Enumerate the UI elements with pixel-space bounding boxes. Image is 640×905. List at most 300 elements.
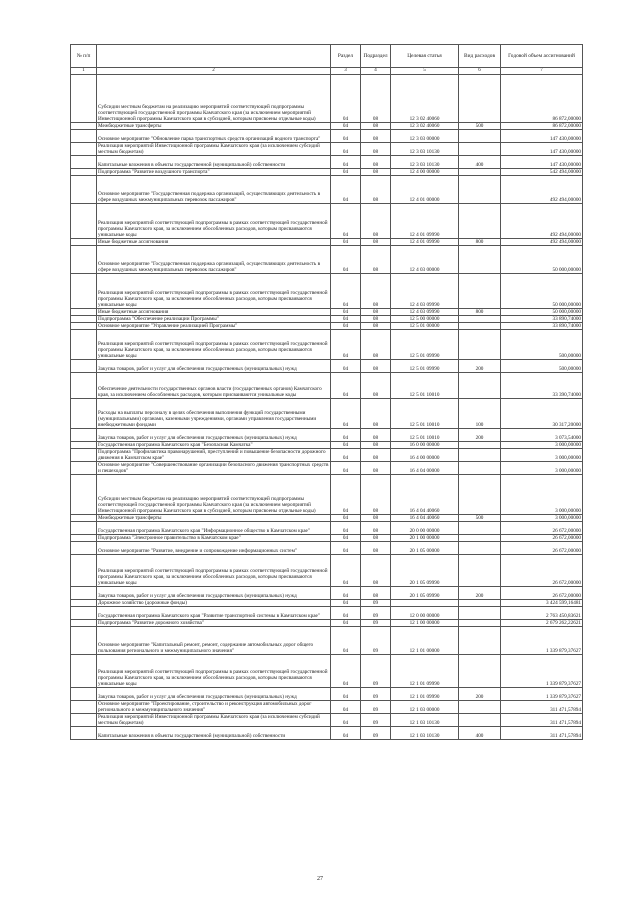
row-podrazdel: 08	[361, 442, 391, 449]
row-name: Дорожное хозяйство (дорожные фонды)	[97, 600, 331, 607]
row-amount: 311 471,57894	[501, 714, 583, 727]
row-target-article: 12 1 03 10130	[391, 714, 459, 727]
row-amount: 3 000,00000	[501, 442, 583, 449]
num-cell	[71, 330, 97, 360]
table-row	[71, 75, 583, 123]
row-expense-type	[459, 246, 501, 274]
row-podrazdel: 08	[361, 429, 391, 442]
row-target-article: 16 4 04 40060	[391, 475, 459, 515]
row-razdel: 04	[331, 620, 361, 627]
table-header-row	[71, 45, 583, 68]
row-razdel: 04	[331, 399, 361, 429]
row-target-article: 12 4 03 00000	[391, 246, 459, 274]
row-target-article: 12 4 03 09990	[391, 309, 459, 316]
row-name: Расходы на выплаты персоналу в целях обеспечения выполнения функций государственными (муниципальными) органами, казенными учреждениями, органами управления государственными внебюджетными фондами	[97, 399, 331, 429]
row-name: Основное мероприятие "Государственная поддержка организаций, осуществляющих деятельность в сфере воздушных межмуниципальных перевозок пассажиров"	[97, 176, 331, 204]
row-amount: 50 000,00000	[501, 246, 583, 274]
column-number: 4	[361, 68, 391, 75]
row-name: Основное мероприятие "Обновление парка транспортных средств организаций водного транспорта"	[97, 130, 331, 143]
row-razdel: 04	[331, 176, 361, 204]
row-name: Закупка товаров, работ и услуг для обеспечения государственных (муниципальных) нужд	[97, 688, 331, 701]
column-number: 3	[331, 68, 361, 75]
row-podrazdel: 08	[361, 373, 391, 399]
row-amount: 1 339 879,37627	[501, 688, 583, 701]
row-expense-type: 500	[459, 123, 501, 130]
num-cell	[71, 360, 97, 373]
row-expense-type	[459, 143, 501, 156]
table-row	[71, 373, 583, 399]
row-razdel: 04	[331, 727, 361, 740]
table-row	[71, 274, 583, 309]
row-razdel: 04	[331, 360, 361, 373]
row-amount: 311 471,57894	[501, 727, 583, 740]
row-razdel: 04	[331, 607, 361, 620]
row-name: Реализация мероприятий соответствующей подпрограммы в рамках соответствующей государственной программы Камчатского края, за исключением обособленных расходов, которым присваиваются уникальные коды	[97, 274, 331, 309]
row-razdel: 04	[331, 535, 361, 542]
table-row	[71, 130, 583, 143]
row-amount: 50 000,00000	[501, 309, 583, 316]
num-cell	[71, 176, 97, 204]
table-row	[71, 701, 583, 714]
row-amount: 86 872,00000	[501, 75, 583, 123]
row-expense-type	[459, 714, 501, 727]
row-expense-type	[459, 627, 501, 655]
row-target-article: 12 4 00 00000	[391, 169, 459, 176]
row-razdel: 04	[331, 204, 361, 239]
row-target-article: 12 3 03 00000	[391, 130, 459, 143]
row-podrazdel: 08	[361, 169, 391, 176]
row-razdel: 04	[331, 246, 361, 274]
table-row	[71, 316, 583, 323]
row-expense-type	[459, 462, 501, 475]
row-name: Закупка товаров, работ и услуг для обеспечения государственных (муниципальных) нужд	[97, 429, 331, 442]
row-razdel: 04	[331, 600, 361, 607]
row-target-article: 12 4 01 00000	[391, 176, 459, 204]
num-cell	[71, 130, 97, 143]
table-row	[71, 515, 583, 522]
table-row	[71, 688, 583, 701]
row-razdel: 04	[331, 515, 361, 522]
num-cell	[71, 522, 97, 535]
num-cell	[71, 655, 97, 688]
row-target-article: 12 5 01 09990	[391, 330, 459, 360]
row-podrazdel: 08	[361, 515, 391, 522]
row-target-article: 12 3 03 10130	[391, 156, 459, 169]
row-podrazdel: 08	[361, 239, 391, 246]
table-row	[71, 323, 583, 330]
table-row	[71, 143, 583, 156]
row-podrazdel: 09	[361, 655, 391, 688]
row-target-article: 12 1 01 09990	[391, 655, 459, 688]
row-amount: 33 890,74000	[501, 323, 583, 330]
row-target-article: 20 0 00 00000	[391, 522, 459, 535]
row-name: Субсидии местным бюджетам на реализацию мероприятий соответствующей подпрограммы соответствующей государственной программы Камчатского края (за исключением мероприятий Инвестиционной программы Камчатского края в субсидией, которым присвоены отдельные коды)	[97, 475, 331, 515]
num-cell	[71, 429, 97, 442]
row-name: Межбюджетные трансферты	[97, 515, 331, 522]
table-row	[71, 330, 583, 360]
row-name: Основное мероприятие "Управление реализацией Программы"	[97, 323, 331, 330]
num-cell	[71, 274, 97, 309]
row-podrazdel: 08	[361, 143, 391, 156]
row-podrazdel: 08	[361, 274, 391, 309]
row-podrazdel: 08	[361, 323, 391, 330]
row-podrazdel: 08	[361, 75, 391, 123]
row-razdel: 04	[331, 156, 361, 169]
row-target-article: 12 5 01 09990	[391, 360, 459, 373]
num-cell	[71, 449, 97, 462]
row-expense-type: 100	[459, 399, 501, 429]
row-name: Государственная программа Камчатского края "Информационное общество в Камчатском крае"	[97, 522, 331, 535]
num-cell	[71, 688, 97, 701]
budget-table-sheet	[70, 44, 582, 740]
table-row	[71, 555, 583, 587]
row-name: Межбюджетные трансферты	[97, 123, 331, 130]
row-expense-type: 200	[459, 429, 501, 442]
row-target-article: 20 1 05 09990	[391, 555, 459, 587]
row-razdel: 04	[331, 522, 361, 535]
row-podrazdel: 08	[361, 246, 391, 274]
num-cell	[71, 515, 97, 522]
table-row	[71, 449, 583, 462]
table-row	[71, 429, 583, 442]
row-target-article: 20 1 00 00000	[391, 535, 459, 542]
row-expense-type: 400	[459, 727, 501, 740]
row-razdel: 04	[331, 169, 361, 176]
row-target-article: 12 5 00 00000	[391, 316, 459, 323]
row-amount: 147 430,00000	[501, 143, 583, 156]
table-row	[71, 176, 583, 204]
row-name: Подпрограмма "Электронное правительство в Камчатском крае"	[97, 535, 331, 542]
header-annual-amount: Годовой объем ассигнований	[501, 45, 583, 68]
row-podrazdel: 09	[361, 688, 391, 701]
row-name: Основное мероприятие "Проектирование, строительство и реконструкция автомобильных дорог регионального и межмуниципального значения"	[97, 701, 331, 714]
row-name: Реализация мероприятий Инвестиционной программы Камчатского края (за исключением субсидий местным бюджетам)	[97, 714, 331, 727]
row-expense-type	[459, 555, 501, 587]
row-expense-type	[459, 130, 501, 143]
row-amount: 33 390,74000	[501, 373, 583, 399]
table-row	[71, 309, 583, 316]
row-amount: 311 471,57894	[501, 701, 583, 714]
table-row	[71, 123, 583, 130]
row-expense-type: 200	[459, 587, 501, 600]
row-expense-type	[459, 323, 501, 330]
num-cell	[71, 309, 97, 316]
num-cell	[71, 75, 97, 123]
row-podrazdel: 08	[361, 542, 391, 555]
row-name: Государственная программа Камчатского края "Безопасная Камчатка"	[97, 442, 331, 449]
row-expense-type	[459, 535, 501, 542]
row-razdel: 04	[331, 714, 361, 727]
num-cell	[71, 373, 97, 399]
row-expense-type: 400	[459, 156, 501, 169]
row-expense-type	[459, 442, 501, 449]
row-expense-type	[459, 274, 501, 309]
row-target-article: 12 1 01 00000	[391, 627, 459, 655]
row-razdel: 04	[331, 429, 361, 442]
row-amount: 500,00000	[501, 330, 583, 360]
row-target-article: 12 1 01 09990	[391, 688, 459, 701]
row-amount: 86 872,00000	[501, 123, 583, 130]
row-name: Иные бюджетные ассигнования	[97, 239, 331, 246]
row-name: Иные бюджетные ассигнования	[97, 309, 331, 316]
row-expense-type: 200	[459, 688, 501, 701]
row-podrazdel: 08	[361, 156, 391, 169]
row-podrazdel: 09	[361, 620, 391, 627]
row-razdel: 04	[331, 143, 361, 156]
row-podrazdel: 08	[361, 555, 391, 587]
row-name: Подпрограмма "Развитие дорожного хозяйства"	[97, 620, 331, 627]
table-row	[71, 475, 583, 515]
num-cell	[71, 555, 97, 587]
row-amount: 26 672,00000	[501, 522, 583, 535]
row-target-article: 12 3 02 40060	[391, 123, 459, 130]
row-name: Закупка товаров, работ и услуг для обеспечения государственных (муниципальных) нужд	[97, 587, 331, 600]
row-amount: 30 317,20000	[501, 399, 583, 429]
row-target-article: 16 4 04 40060	[391, 515, 459, 522]
row-razdel: 04	[331, 655, 361, 688]
row-podrazdel: 09	[361, 714, 391, 727]
row-name: Капитальные вложения в объекты государственной (муниципальной) собственности	[97, 156, 331, 169]
row-razdel: 04	[331, 130, 361, 143]
num-cell	[71, 542, 97, 555]
row-podrazdel: 09	[361, 701, 391, 714]
row-podrazdel: 08	[361, 535, 391, 542]
header-num: № п/п	[71, 45, 97, 68]
table-row	[71, 462, 583, 475]
row-podrazdel: 08	[361, 449, 391, 462]
row-amount: 50 000,00000	[501, 274, 583, 309]
row-target-article: 12 1 00 00000	[391, 620, 459, 627]
row-expense-type	[459, 522, 501, 535]
row-name: Основное мероприятие "Совершенствование организации безопасного движения транспортных средств и пешеходов"	[97, 462, 331, 475]
num-cell	[71, 316, 97, 323]
table-body	[71, 75, 583, 740]
table-row	[71, 522, 583, 535]
table-row	[71, 442, 583, 449]
row-target-article: 16 4 00 00000	[391, 449, 459, 462]
row-target-article	[391, 600, 459, 607]
row-target-article: 16 4 04 00000	[391, 462, 459, 475]
row-podrazdel: 08	[361, 462, 391, 475]
table-row	[71, 246, 583, 274]
budget-table	[70, 44, 583, 740]
row-expense-type: 800	[459, 309, 501, 316]
row-podrazdel: 08	[361, 130, 391, 143]
row-target-article: 12 4 01 09990	[391, 204, 459, 239]
row-amount: 3 000,00000	[501, 449, 583, 462]
row-amount: 1 339 879,37627	[501, 627, 583, 655]
row-amount: 33 890,74000	[501, 316, 583, 323]
row-target-article: 12 0 00 00000	[391, 607, 459, 620]
row-name: Реализация мероприятий соответствующей подпрограммы в рамках соответствующей государственной программы Камчатского края, за исключением обособленных расходов, которым присваиваются уникальные коды	[97, 655, 331, 688]
num-cell	[71, 600, 97, 607]
row-podrazdel: 09	[361, 727, 391, 740]
row-podrazdel: 08	[361, 204, 391, 239]
row-name: Подпрограмма "Обеспечение реализации Программы"	[97, 316, 331, 323]
num-cell	[71, 156, 97, 169]
row-expense-type	[459, 373, 501, 399]
row-expense-type	[459, 475, 501, 515]
row-expense-type: 200	[459, 360, 501, 373]
row-expense-type	[459, 655, 501, 688]
row-name: Подпрограмма "Развитие воздушного транспорта"	[97, 169, 331, 176]
row-expense-type	[459, 330, 501, 360]
table-row	[71, 714, 583, 727]
header-podrazdel: Подраздел	[361, 45, 391, 68]
row-podrazdel: 08	[361, 475, 391, 515]
row-name: Основное мероприятие "Развитие, внедрение и сопровождение информационных систем"	[97, 542, 331, 555]
num-cell	[71, 123, 97, 130]
row-razdel: 04	[331, 475, 361, 515]
row-amount: 26 672,00000	[501, 535, 583, 542]
row-expense-type	[459, 542, 501, 555]
row-podrazdel: 09	[361, 607, 391, 620]
num-cell	[71, 399, 97, 429]
page-number: 27	[317, 876, 323, 882]
table-row	[71, 239, 583, 246]
row-target-article: 12 5 01 10010	[391, 399, 459, 429]
column-number: 1	[71, 68, 97, 75]
row-target-article: 12 5 01 10010	[391, 373, 459, 399]
row-name: Реализация мероприятий соответствующей подпрограммы в рамках соответствующей государственной программы Камчатского края, за исключением обособленных расходов, которым присваиваются уникальные коды	[97, 555, 331, 587]
row-amount: 3 000,00000	[501, 515, 583, 522]
row-target-article: 12 4 01 09990	[391, 239, 459, 246]
row-expense-type	[459, 620, 501, 627]
row-name: Субсидии местным бюджетам на реализацию мероприятий соответствующей подпрограммы соответствующей государственной программы Камчатского края (за исключением мероприятий Инвестиционной программы Камчатского края в субсидией, которым присвоены отдельные коды)	[97, 75, 331, 123]
row-expense-type	[459, 204, 501, 239]
row-podrazdel: 08	[361, 330, 391, 360]
table-row	[71, 204, 583, 239]
row-name: Подпрограмма "Профилактика правонарушений, преступлений и повышение безопасности дорожного движения в Камчатском крае"	[97, 449, 331, 462]
header-razdel: Раздел	[331, 45, 361, 68]
row-podrazdel: 08	[361, 309, 391, 316]
row-name: Государственная программа Камчатского края "Развитие транспортной системы в Камчатском крае"	[97, 607, 331, 620]
row-name: Реализация мероприятий соответствующей подпрограммы в рамках соответствующей государственной программы Камчатского края, за исключением обособленных расходов, которым присваиваются уникальные коды	[97, 330, 331, 360]
row-amount: 3 000,00000	[501, 462, 583, 475]
row-razdel: 04	[331, 75, 361, 123]
row-name: Закупка товаров, работ и услуг для обеспечения государственных (муниципальных) нужд	[97, 360, 331, 373]
num-cell	[71, 607, 97, 620]
row-amount: 147 430,00000	[501, 156, 583, 169]
row-name: Реализация мероприятий Инвестиционной программы Камчатского края (за исключением субсидий местным бюджетам)	[97, 143, 331, 156]
row-razdel: 04	[331, 587, 361, 600]
row-podrazdel: 09	[361, 600, 391, 607]
table-row	[71, 607, 583, 620]
row-amount: 492 494,00000	[501, 176, 583, 204]
row-target-article: 12 3 02 40060	[391, 75, 459, 123]
row-target-article: 12 3 03 10130	[391, 143, 459, 156]
row-amount: 26 672,00000	[501, 555, 583, 587]
num-cell	[71, 246, 97, 274]
row-amount: 2 679 262,22621	[501, 620, 583, 627]
num-cell	[71, 169, 97, 176]
row-expense-type	[459, 176, 501, 204]
column-number-row	[71, 68, 583, 75]
row-podrazdel: 08	[361, 522, 391, 535]
row-amount: 147 430,00000	[501, 130, 583, 143]
row-razdel: 04	[331, 627, 361, 655]
row-expense-type	[459, 449, 501, 462]
column-number: 2	[97, 68, 331, 75]
row-podrazdel: 08	[361, 587, 391, 600]
row-amount: 2 763 450,83621	[501, 607, 583, 620]
row-expense-type	[459, 75, 501, 123]
column-number: 5	[391, 68, 459, 75]
num-cell	[71, 239, 97, 246]
table-row	[71, 399, 583, 429]
row-razdel: 04	[331, 373, 361, 399]
num-cell	[71, 475, 97, 515]
table-row	[71, 169, 583, 176]
table-row	[71, 587, 583, 600]
row-target-article: 12 5 01 10010	[391, 429, 459, 442]
row-podrazdel: 08	[361, 176, 391, 204]
table-row	[71, 600, 583, 607]
row-razdel: 04	[331, 309, 361, 316]
num-cell	[71, 204, 97, 239]
row-razdel: 04	[331, 323, 361, 330]
num-cell	[71, 442, 97, 449]
table-row	[71, 620, 583, 627]
num-cell	[71, 701, 97, 714]
row-name: Реализация мероприятий соответствующей подпрограммы в рамках соответствующей государственной программы Камчатского края, за исключением обособленных расходов, которым присваиваются уникальные коды	[97, 204, 331, 239]
num-cell	[71, 323, 97, 330]
row-expense-type	[459, 607, 501, 620]
table-row	[71, 655, 583, 688]
row-expense-type	[459, 169, 501, 176]
row-amount: 3 073,54000	[501, 429, 583, 442]
row-target-article: 16 0 00 00000	[391, 442, 459, 449]
table-row	[71, 535, 583, 542]
row-razdel: 04	[331, 555, 361, 587]
num-cell	[71, 714, 97, 727]
row-razdel: 04	[331, 688, 361, 701]
row-amount: 26 672,00000	[501, 587, 583, 600]
num-cell	[71, 535, 97, 542]
row-amount: 500,00000	[501, 360, 583, 373]
row-amount: 492 494,00000	[501, 204, 583, 239]
row-razdel: 04	[331, 239, 361, 246]
row-expense-type	[459, 600, 501, 607]
row-razdel: 04	[331, 123, 361, 130]
num-cell	[71, 462, 97, 475]
column-number: 6	[459, 68, 501, 75]
num-cell	[71, 727, 97, 740]
table-row	[71, 542, 583, 555]
row-amount: 542 494,00000	[501, 169, 583, 176]
row-expense-type: 800	[459, 239, 501, 246]
row-target-article: 20 1 05 09990	[391, 587, 459, 600]
num-cell	[71, 143, 97, 156]
row-amount: 492 494,00000	[501, 239, 583, 246]
row-razdel: 04	[331, 449, 361, 462]
row-podrazdel: 08	[361, 399, 391, 429]
row-podrazdel: 08	[361, 123, 391, 130]
row-amount: 26 672,00000	[501, 542, 583, 555]
row-name: Обеспечение деятельности государственных органов власти (государственных органов) Камчатского края, за исключением обособленных расходов, которым присваиваются уникальные коды	[97, 373, 331, 399]
row-razdel: 04	[331, 701, 361, 714]
num-cell	[71, 627, 97, 655]
table-row	[71, 156, 583, 169]
row-target-article: 12 1 03 10130	[391, 727, 459, 740]
row-razdel: 04	[331, 274, 361, 309]
row-razdel: 04	[331, 442, 361, 449]
column-number: 7	[501, 68, 583, 75]
row-name: Основное мероприятие "Капитальный ремонт, ремонт, содержание автомобильных дорог общего пользования регионального и межмуниципального значения"	[97, 627, 331, 655]
row-target-article: 12 4 03 09990	[391, 274, 459, 309]
num-cell	[71, 620, 97, 627]
row-target-article: 12 5 01 00000	[391, 323, 459, 330]
